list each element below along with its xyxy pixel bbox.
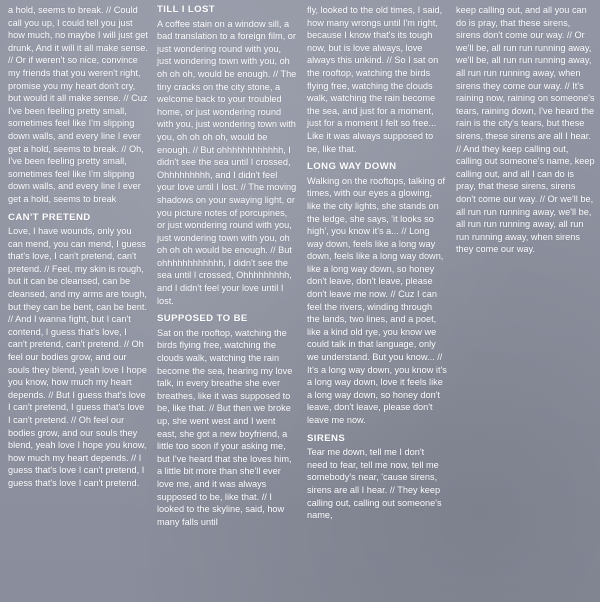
song-block	[157, 4, 297, 307]
song-title-long-way-down: LONG WAY DOWN	[307, 161, 397, 173]
song-lyrics: Sat on the rooftop, watching the birds flying free, watching the clouds walk, watching the rain become the sea, hearing my love talk, in every breathe she ever breathes, like it was supposed to be, like that. // But then we broke up, she went west and I went east, she got a new boyfriend, a little too soon if your asking me, but I've heard that she loves him, a little bit more than she'll ever love me, and it was always supposed to be, like that. // I looked to the skyline, said, how many falls until	[157, 327, 293, 527]
song-lyrics: A coffee stain on a window sill, a bad translation to a foreign film, or just wondering round with you, just wondering town with you, oh oh oh oh, would be enough. // The tiny cracks on the city stone, a welcome back to your troubled home, or just wondering round with you, just wondering town with you, oh oh oh oh, would be enough. // But ohhhhhhhhhhhh, I didn't see the sea until I crossed, Ohhhhhhhhh, and I didn't feel your love until I lost. // The moving shadows on your swaying light, or you picture notes of porcupines, or just wondering round with you, just wondering town with you, oh oh oh oh would be enough. // But ohhhhhhhhhhhh, I didn't see the sea until I crossed, Ohhhhhhhhh, and I didn't feel your love until I lost.	[157, 18, 297, 306]
lyrics-column-1	[8, 4, 148, 496]
lyrics-column-4	[456, 4, 596, 262]
lyrics-column-3	[307, 4, 447, 528]
song-block	[307, 161, 447, 426]
song-lyrics: fly, looked to the old times, I said, how many wrongs until I'm right, because I know that's its tough now, but is love always, love always this unkind. // So I sat on the rooftop, watching the birds flying free, watching the clouds walk, watching the rain become the sea, and just for a moment, just for a moment I felt so free... Like it was always supposed to be, like that.	[307, 5, 443, 154]
song-block	[8, 4, 148, 206]
song-title-sirens: SIRENS	[307, 432, 346, 444]
song-title-cant-pretend: CAN'T PRETEND	[8, 211, 91, 223]
song-title-till-i-lost: TILL I LOST	[157, 4, 216, 15]
song-block	[8, 212, 148, 490]
song-title-supposed-to-be: SUPPOSED TO BE	[157, 313, 248, 325]
song-block	[157, 313, 297, 528]
lyrics-column-2	[157, 4, 297, 534]
song-block	[307, 4, 447, 155]
song-lyrics: keep calling out, and all you can do is pray, that these sirens, sirens don't come our way. // Or we'll be, all run run running away, we'll be, all run run running away, all run run running away, when sirens they come our way. // It's raining now, raining on someone's tears, raining down, I've heard the rain is the city's tears, but these sirens, these sirens are all I hear. // And they keep calling out, calling out someone's name, keep calling out, and all I can do is pray, that these sirens, sirens don't come our way. // Or we'll be, all run run running away, we'll be, all run run running away, all run run running away, when sirens they come our way.	[456, 5, 595, 255]
song-lyrics: Tear me down, tell me I don't need to fear, tell me now, tell me somebody's near, 'cause sirens, sirens are all I hear. // They keep calling out, calling out someone's name,	[307, 447, 442, 521]
song-lyrics: a hold, seems to break. // Could call you up, I could tell you just how much, no maybe I will just get drunk, And it will it all make sense. // Or if weren't so nice, convince my friends that you weren't right, promise you my heart don't cry, but would it all make sense. // Cuz I've been feeling pretty small, sometimes feel like I'm slipping down walls, and every line I ever get a hold, seems to break. // Oh, I've been feeling pretty small, sometimes feel like I'm slipping down walls, and every line I ever get a hold, seems to break	[8, 5, 148, 204]
song-block	[307, 433, 447, 522]
song-lyrics: Love, I have wounds, only you can mend, you can mend, I guess that's love, I can't pretend, can't pretend. // Feel, my skin is rough, but it can be cleansed, can be cleansed, and my arms are tough, but they can be bent, can be bent. // And I wanna fight, but I can't contend, I guess that's love, I can't pretend, can't pretend. // Oh feel our bodies grow, and our souls they blend, yeah love I hope you know, how much my heart depends. // But I guess that's love I can't pretend, I guess that's love I can't pretend. // Oh feel our bodies grow, and our souls they blend, yeah love I hope you know, how much my heart depends. // I guess that's love I can't pretend, I guess that's love I can't pretend.	[8, 226, 147, 488]
song-lyrics: Walking on the rooftops, talking of times, with our eyes a glowing, like the city lights, she stands on the ledge, she says, 'it looks so high', you know it's a... // Long way down, feels like a long way down, feels like a long way down, like a long way down, so honey don't leave, don't leave, please don't leave me now. // Cuz I can feel the rivers, winding through the lands, two lines, and a poet, like a kind old rye, you know we could talk in that language, only we understand. But you know... // It's a long way down, you know it's a long way down, love it feels like a long way down, so honey don't leave, don't leave, please don't leave me now.	[307, 175, 447, 425]
song-block	[456, 4, 596, 256]
